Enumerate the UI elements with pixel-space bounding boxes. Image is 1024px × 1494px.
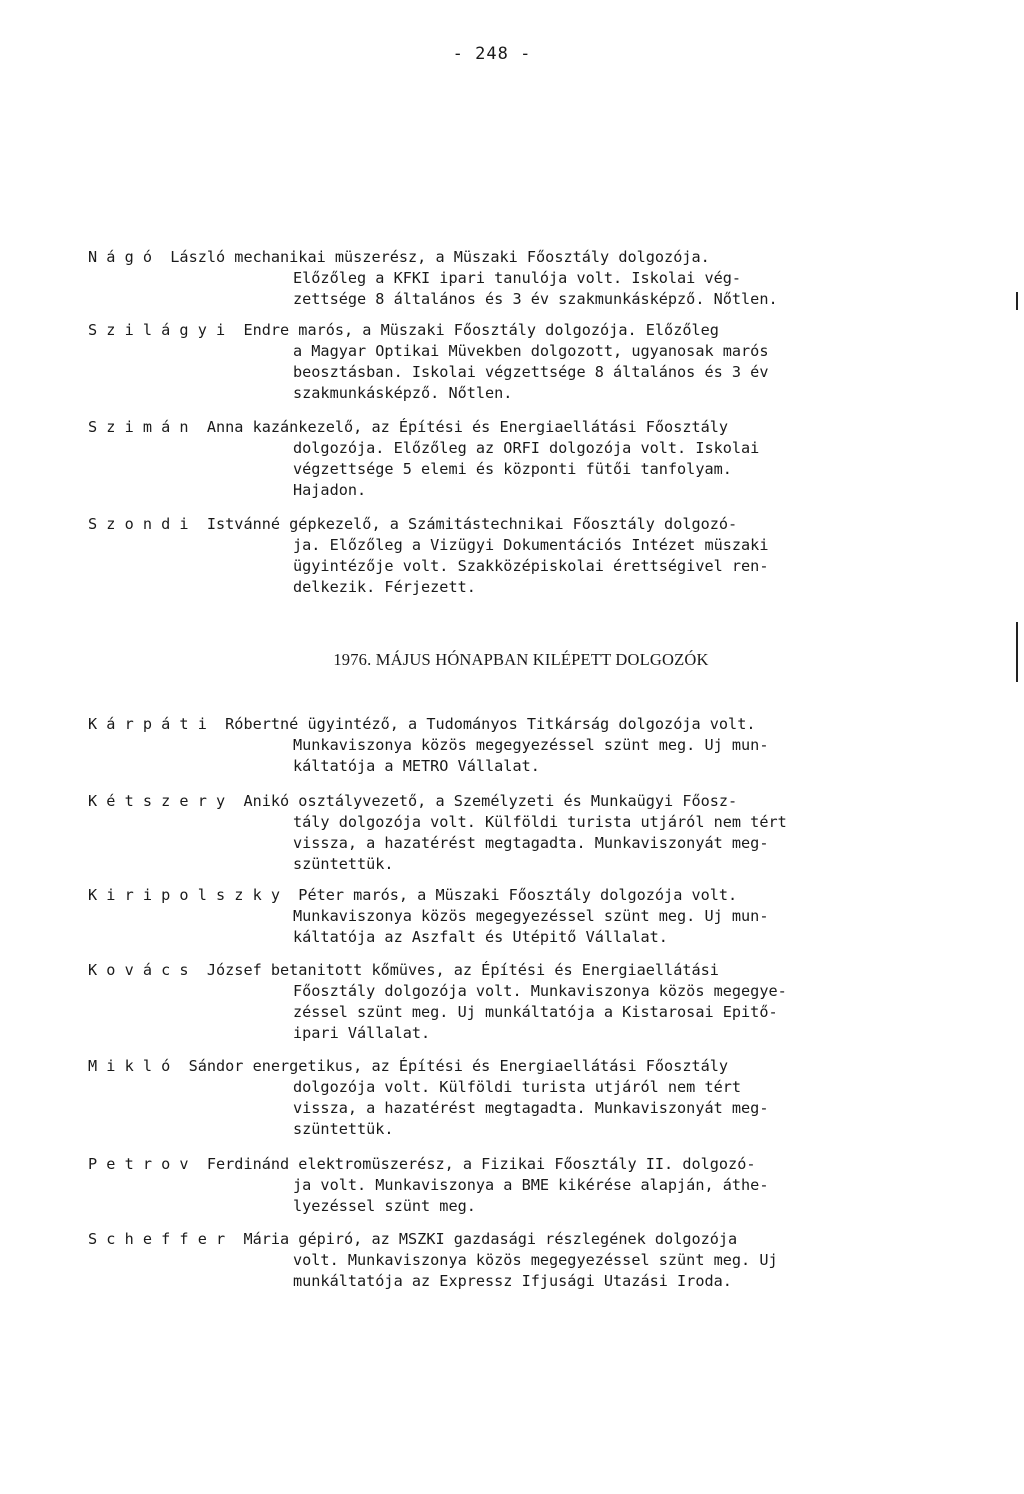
entry-line: káltatója a METRO Vállalat. bbox=[293, 757, 540, 775]
entry-first-line: K é t s z e r y Anikó osztályvezető, a Személyzeti és Munkaügyi Főosz- bbox=[88, 792, 738, 810]
entry-line: szakmunkásképző. Nőtlen. bbox=[293, 384, 513, 402]
entry-line: beosztásban. Iskolai végzettsége 8 általános és 3 év bbox=[293, 363, 769, 381]
entry bbox=[88, 1229, 918, 1292]
entry-line: káltatója az Aszfalt és Utépitő Vállalat. bbox=[293, 928, 668, 946]
entry-line: Munkaviszonya közös megegyezéssel szünt meg. Uj mun- bbox=[293, 736, 769, 754]
entry bbox=[88, 1154, 918, 1217]
entry-first-line: K o v á c s József betanitott kőmüves, az Építési és Energiaellátási bbox=[88, 961, 719, 979]
entry-first-line: S z i l á g y i Endre marós, a Müszaki Főosztály dolgozója. Előzőleg bbox=[88, 321, 719, 339]
entry-line: dolgozója. Előzőleg az ORFI dolgozója volt. Iskolai bbox=[293, 439, 760, 457]
entry-line: vissza, a hazatérést megtagadta. Munkaviszonyát meg- bbox=[293, 834, 769, 852]
entry-line: ja volt. Munkaviszonya a BME kikérése alapján, áthe- bbox=[293, 1176, 769, 1194]
entry bbox=[88, 514, 918, 598]
entry-first-line: S z o n d i Istvánné gépkezelő, a Számitástechnikai Főosztály dolgozó- bbox=[88, 515, 738, 533]
entry-line: lyezéssel szünt meg. bbox=[293, 1197, 476, 1215]
entry-line: dolgozója volt. Külföldi turista utjáról nem tért bbox=[293, 1078, 742, 1096]
entry-line: végzettsége 5 elemi és központi fütői tanfolyam. bbox=[293, 460, 732, 478]
entry-line: Előzőleg a KFKI ipari tanulója volt. Iskolai vég- bbox=[293, 269, 742, 287]
page-number: - 248 - bbox=[452, 44, 532, 64]
entry bbox=[88, 247, 918, 310]
entry bbox=[88, 320, 918, 404]
entry-line: szüntettük. bbox=[293, 855, 394, 873]
entry-line: ügyintézője volt. Szakközépiskolai érettségivel ren- bbox=[293, 557, 769, 575]
entry-line: zéssel szünt meg. Uj munkáltatója a Kistarosai Epitő- bbox=[293, 1003, 778, 1021]
entry-first-line: S c h e f f e r Mária gépiró, az MSZKI gazdasági részlegének dolgozója bbox=[88, 1230, 738, 1248]
entry-line: munkáltatója az Expressz Ifjusági Utazási Iroda. bbox=[293, 1272, 732, 1290]
entry-first-line: S z i m á n Anna kazánkezelő, az Építési és Energiaellátási Főosztály bbox=[88, 418, 729, 436]
scan-mark bbox=[1016, 292, 1018, 310]
entry bbox=[88, 714, 918, 777]
entry-first-line: K á r p á t i Róbertné ügyintéző, a Tudományos Titkárság dolgozója volt. bbox=[88, 715, 756, 733]
entry-line: volt. Munkaviszonya közös megegyezéssel szünt meg. Uj bbox=[293, 1251, 778, 1269]
entry bbox=[88, 1056, 918, 1140]
entry-first-line: P e t r o v Ferdinánd elektromüszerész, a Fizikai Főosztály II. dolgozó- bbox=[88, 1155, 756, 1173]
entry-line: zettsége 8 általános és 3 év szakmunkásképző. Nőtlen. bbox=[293, 290, 778, 308]
entry-line: ja. Előzőleg a Vizügyi Dokumentációs Intézet müszaki bbox=[293, 536, 769, 554]
entry-line: Munkaviszonya közös megegyezéssel szünt meg. Uj mun- bbox=[293, 907, 769, 925]
entry-line: Hajadon. bbox=[293, 481, 367, 499]
entry-line: ipari Vállalat. bbox=[293, 1024, 431, 1042]
entry-line: Főosztály dolgozója volt. Munkaviszonya közös megegye- bbox=[293, 982, 787, 1000]
entry bbox=[88, 960, 918, 1044]
entry-first-line: M i k l ó Sándor energetikus, az Építési és Energiaellátási Főosztály bbox=[88, 1057, 729, 1075]
entry bbox=[88, 417, 918, 501]
entry-line: szüntettük. bbox=[293, 1120, 394, 1138]
entry-line: vissza, a hazatérést megtagadta. Munkaviszonyát meg- bbox=[293, 1099, 769, 1117]
entry-line: delkezik. Férjezett. bbox=[293, 578, 476, 596]
entry-line: a Magyar Optikai Müvekben dolgozott, ugyanosak marós bbox=[293, 342, 769, 360]
section-heading: 1976. MÁJUS HÓNAPBAN KILÉPETT DOLGOZÓK bbox=[333, 650, 709, 669]
entry-first-line: K i r i p o l s z k y Péter marós, a Müszaki Főosztály dolgozója volt. bbox=[88, 886, 738, 904]
entry-first-line: N á g ó László mechanikai müszerész, a Müszaki Főosztály dolgozója. bbox=[88, 248, 710, 266]
entry-line: tály dolgozója volt. Külföldi turista utjáról nem tért bbox=[293, 813, 787, 831]
entry bbox=[88, 885, 918, 948]
entry bbox=[88, 791, 918, 875]
